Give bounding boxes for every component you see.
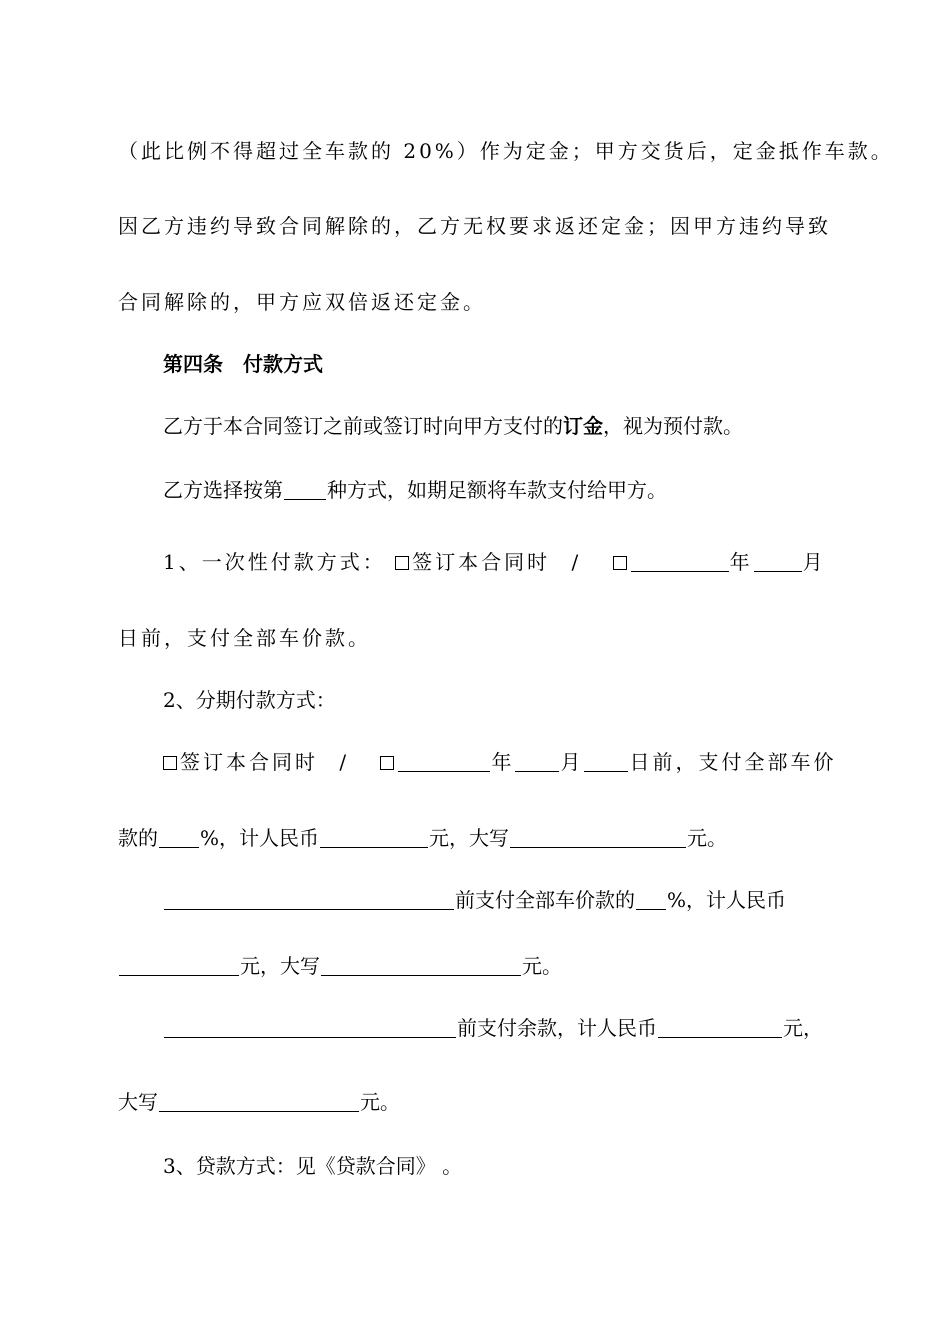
- paragraph-text: 大写: [118, 1090, 158, 1114]
- paragraph-text: 元。: [687, 826, 728, 850]
- paragraph-text: （此比例不得超过全车款的 20%）作为定金；甲方交货后，定金抵作车款。: [118, 139, 894, 163]
- date-blank[interactable]: [164, 889, 454, 910]
- paragraph-text: ，视为预付款。: [603, 414, 743, 438]
- separator: /: [571, 550, 582, 574]
- amount-blank[interactable]: [119, 955, 239, 976]
- year-label: 年: [491, 750, 515, 774]
- paragraph-line: [118, 288, 486, 316]
- paragraph-text: 元，大写: [429, 826, 510, 850]
- amount-words-blank[interactable]: [510, 827, 686, 848]
- paragraph-line: [163, 412, 743, 440]
- amount-blank[interactable]: [658, 1017, 782, 1038]
- paragraph-text: 乙方选择按第: [163, 478, 283, 502]
- checkbox[interactable]: [395, 556, 409, 570]
- month-label: 月: [802, 550, 826, 574]
- paragraph-text: 元，: [783, 1016, 823, 1040]
- year-blank[interactable]: [631, 551, 729, 572]
- date-blank[interactable]: [164, 1017, 456, 1038]
- option2-line: [118, 824, 727, 852]
- checkbox[interactable]: [380, 756, 394, 770]
- checkbox[interactable]: [613, 556, 627, 570]
- choice-label: 签订本合同时: [180, 750, 318, 774]
- month-blank[interactable]: [515, 751, 559, 772]
- paragraph-text: 合同解除的，甲方应双倍返还定金。: [118, 290, 486, 314]
- option2-line: [163, 886, 786, 914]
- paragraph-text: 元。: [522, 954, 562, 978]
- year-blank[interactable]: [398, 751, 490, 772]
- paragraph-line: [118, 624, 371, 652]
- amount-words-blank[interactable]: [321, 955, 521, 976]
- paragraph-text: 前支付余款，计人民币: [457, 1016, 657, 1040]
- option2-line: [118, 952, 562, 980]
- year-label: 年: [729, 550, 753, 574]
- bold-term: 订金: [563, 414, 603, 438]
- choice-label: 签订本合同时: [412, 550, 551, 574]
- paragraph-text: 种方式，如期足额将车款支付给甲方。: [327, 478, 667, 502]
- paragraph-line: [163, 476, 667, 504]
- paragraph-text: 元，大写: [240, 954, 320, 978]
- paragraph-text: 前支付全部车价款的: [455, 888, 635, 912]
- month-label: 月: [560, 750, 584, 774]
- paragraph-text: 款的: [118, 826, 158, 850]
- option2-line: [163, 1014, 823, 1042]
- article-heading: [163, 350, 323, 378]
- day-blank[interactable]: [584, 751, 628, 772]
- option2-label: 2、分期付款方式：: [163, 688, 336, 712]
- paragraph-text: 乙方于本合同签订之前或签订时向甲方支付的: [163, 414, 563, 438]
- option2-line: [118, 1088, 400, 1116]
- option3-line: [163, 1152, 462, 1180]
- paragraph-text: 元。: [360, 1090, 400, 1114]
- heading-text: 第四条 付款方式: [163, 352, 323, 376]
- percent-blank[interactable]: [159, 827, 199, 848]
- paragraph-text: 日前，支付全部车价: [629, 750, 837, 774]
- month-blank[interactable]: [754, 551, 802, 572]
- option1-label: 1、一次性付款方式：: [163, 550, 386, 574]
- option1-line: [163, 548, 826, 576]
- separator: /: [339, 750, 350, 774]
- option2-line: [163, 748, 836, 776]
- method-number-blank[interactable]: [284, 479, 326, 500]
- option2-label-line: [163, 686, 336, 714]
- option3-text: 3、贷款方式：见《贷款合同》 。: [163, 1154, 463, 1178]
- paragraph-text: 日前，支付全部车价款。: [118, 626, 371, 650]
- paragraph-line: [118, 137, 894, 165]
- paragraph-text: 因乙方违约导致合同解除的，乙方无权要求返还定金；因甲方违约导致: [118, 214, 831, 238]
- paragraph-line: [118, 212, 831, 240]
- amount-words-blank[interactable]: [159, 1091, 359, 1112]
- percent-blank[interactable]: [636, 889, 666, 910]
- paragraph-text: %，计人民币: [200, 826, 320, 850]
- amount-blank[interactable]: [320, 827, 428, 848]
- checkbox[interactable]: [163, 756, 177, 770]
- paragraph-text: %，计人民币: [667, 888, 787, 912]
